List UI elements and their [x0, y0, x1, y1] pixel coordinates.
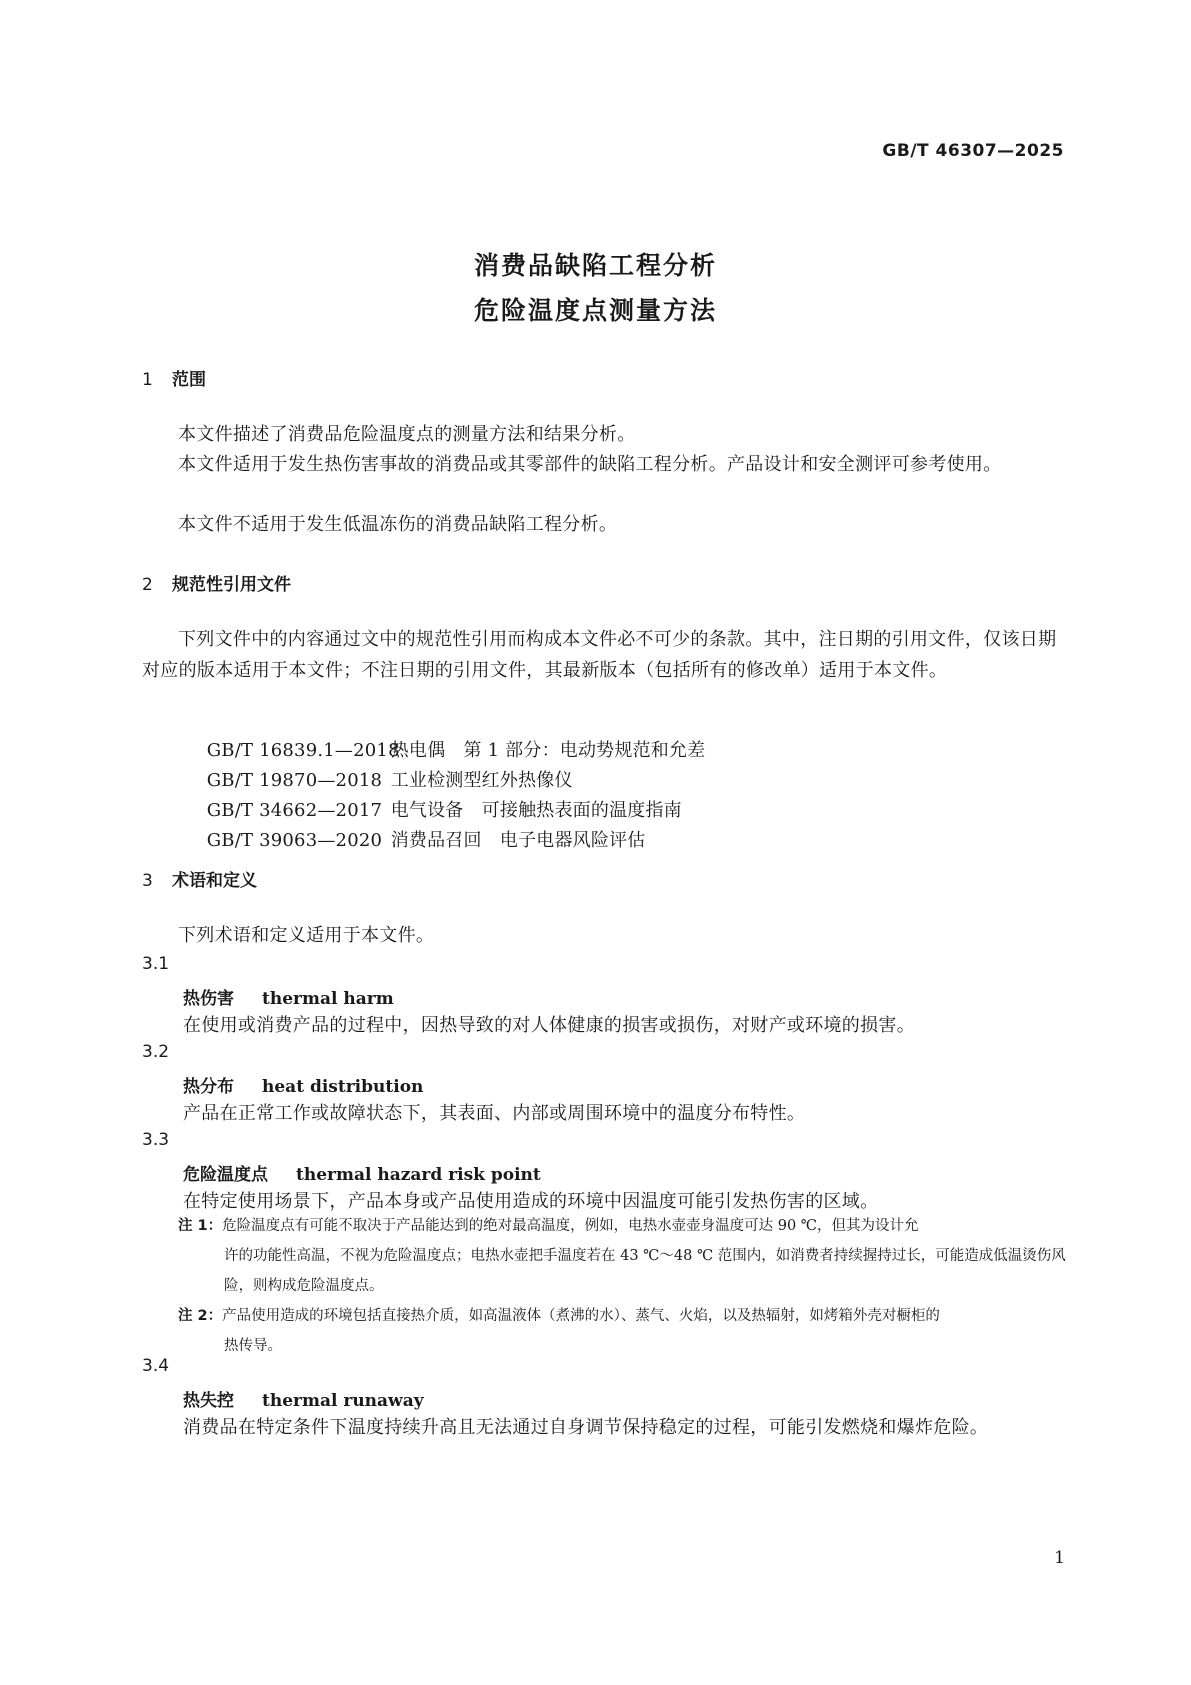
term-definition: 消费品在特定条件下温度持续升高且无法通过自身调节保持稳定的过程，可能引发燃烧和爆炸危险。: [183, 1417, 989, 1438]
reference-title: 热电偶 第 1 部分：电动势规范和允差: [390, 740, 706, 761]
term-heading: [183, 1386, 424, 1411]
note-label: 注 2：: [178, 1308, 223, 1324]
reference-code: GB/T 16839.1—2018: [206, 740, 400, 761]
term-chinese: 热伤害: [183, 989, 234, 1009]
clause-number: 3.4: [142, 1356, 170, 1376]
term-definition: 在使用或消费产品的过程中，因热导致的对人体健康的损害或损伤，对财产或环境的损害。: [183, 1015, 915, 1036]
document-title-line1: 消费品缺陷工程分析: [473, 251, 717, 280]
scope-paragraph-2: 本文件适用于发生热伤害事故的消费品或其零部件的缺陷工程分析。产品设计和安全测评可参考使用。: [178, 454, 1002, 475]
note-label: 注 1：: [178, 1218, 223, 1234]
page-number: 1: [1054, 1548, 1065, 1568]
term-chinese: 热失控: [183, 1391, 234, 1411]
section-2-heading: [142, 570, 291, 595]
document-title-line2: 危险温度点测量方法: [473, 296, 717, 325]
term-chinese: 热分布: [183, 1077, 234, 1097]
term-english: heat distribution: [262, 1077, 424, 1097]
terms-intro: 下列术语和定义适用于本文件。: [178, 925, 435, 946]
section-number: 1: [142, 370, 153, 390]
normative-references-intro: 下列文件中的内容通过文中的规范性引用而构成本文件必不可少的条款。其中，注日期的引用文件，仅该日期对应的版本适用于本文件；不注日期的引用文件，其最新版本（包括所有的修改单）适用于本文件。: [142, 629, 1057, 681]
reference-code: GB/T 39063—2020: [206, 830, 383, 851]
clause-number: 3.2: [142, 1042, 170, 1062]
reference-item: [183, 805, 646, 873]
scope-paragraph-3: 本文件不适用于发生低温冻伤的消费品缺陷工程分析。: [178, 514, 618, 535]
note-text-line1: 产品使用造成的环境包括直接热介质，如高温液体（煮沸的水）、蒸气、火焰，以及热辐射，如烤箱外壳对橱柜的: [222, 1308, 940, 1324]
reference-title: 工业检测型红外热像仪: [390, 770, 573, 791]
section-title: 规范性引用文件: [172, 575, 291, 595]
section-title: 范围: [172, 370, 206, 390]
section-number: 2: [142, 575, 153, 595]
term-heading: [183, 1072, 423, 1097]
clause-number: 3.1: [142, 954, 170, 974]
reference-code: GB/T 34662—2017: [206, 800, 383, 821]
term-heading: [183, 984, 394, 1009]
reference-title: 电气设备 可接触热表面的温度指南: [390, 800, 682, 821]
reference-code: GB/T 19870—2018: [206, 770, 383, 791]
note-2: [178, 1301, 1074, 1361]
note-text-continuation: 许的功能性高温，不视为危险温度点；电热水壶把手温度若在 43 ℃～48 ℃ 范围内，如消费者持续握持过长，可能造成低温烫伤风险，则构成危险温度点。: [224, 1248, 1066, 1294]
term-heading: [183, 1160, 541, 1185]
section-number: 3: [142, 871, 153, 891]
clause-number: 3.3: [142, 1130, 170, 1150]
section-title: 术语和定义: [172, 871, 257, 891]
term-chinese: 危险温度点: [183, 1165, 268, 1185]
note-1: [178, 1211, 1074, 1301]
term-english: thermal runaway: [262, 1391, 424, 1411]
note-text-continuation: 热传导。: [224, 1338, 282, 1354]
reference-title: 消费品召回 电子电器风险评估: [390, 830, 646, 851]
standard-code: GB/T 46307—2025: [882, 141, 1064, 161]
scope-paragraph-1: 本文件描述了消费品危险温度点的测量方法和结果分析。: [178, 424, 636, 445]
term-english: thermal hazard risk point: [296, 1165, 541, 1185]
term-english: thermal harm: [262, 989, 394, 1009]
section-3-heading: [142, 866, 257, 891]
note-text-line1: 危险温度点有可能不取决于产品能达到的绝对最高温度，例如，电热水壶壶身温度可达 90 ℃，但其为设计允: [222, 1218, 919, 1234]
section-1-heading: [142, 365, 206, 390]
term-definition: 在特定使用场景下，产品本身或产品使用造成的环境中因温度可能引发热伤害的区域。: [183, 1191, 879, 1212]
term-definition: 产品在正常工作或故障状态下，其表面、内部或周围环境中的温度分布特性。: [183, 1103, 806, 1124]
